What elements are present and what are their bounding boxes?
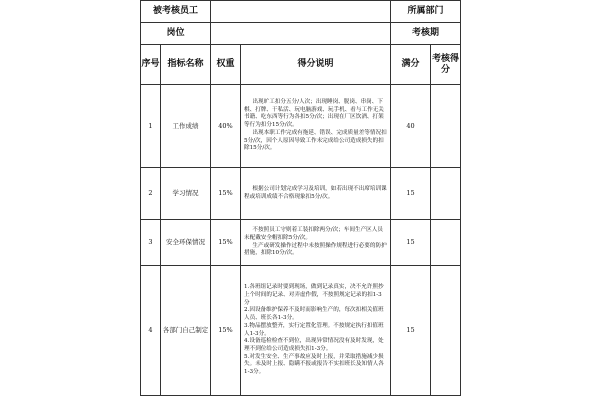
row-description	[241, 168, 391, 220]
row-score-input[interactable]	[431, 85, 461, 168]
row-description	[241, 220, 391, 266]
col-weight-header: 权重	[211, 45, 241, 85]
col-no-header: 序号	[141, 45, 161, 85]
row-description	[241, 85, 391, 168]
description-paragraph: 4.设备巡检检查不到位，出现异常情况没有及时发现，处理不到位给公司造成损失扣1-3分。	[244, 338, 384, 352]
row-score-input[interactable]	[431, 266, 461, 396]
row-no: 1	[141, 85, 161, 168]
row-indicator: 工作成绩	[161, 85, 211, 168]
row-no: 4	[141, 266, 161, 396]
row-no: 3	[141, 220, 161, 266]
position-label: 岗位	[141, 23, 211, 45]
row-score-input[interactable]	[431, 220, 461, 266]
description-paragraph: 1.各班组记录时要到现场，做到记录真实，决不允许照抄上个时间的记录、对弄虚作假，不按照规定记录的扣1-3分	[244, 284, 384, 306]
row-indicator: 各部门自己制定	[161, 266, 211, 396]
description-paragraph: 出现旷工扣分五分/人次；出现睡岗、脱岗、串岗、下棋、打牌、干私活、玩电脑游戏、玩手机、看与工作无关书籍、吃东西等行为各扣5分/次；出现在厂区饮酒、打架等行为扣分15分/次。	[244, 99, 384, 129]
row-weight: 15%	[211, 168, 241, 220]
position-value[interactable]	[211, 23, 391, 45]
row-description	[241, 266, 391, 396]
employee-value[interactable]	[211, 1, 391, 23]
col-indicator-header: 指标名称	[161, 45, 211, 85]
col-full-score-header: 满分	[391, 45, 431, 85]
row-full-score: 15	[391, 168, 431, 220]
table-row	[141, 85, 461, 168]
row-weight: 15%	[211, 220, 241, 266]
column-header-row	[141, 45, 461, 85]
description-paragraph: 2.因设备维护保养不及时而影响生产的，每次扣相关值班人员、班长各1-3分。	[244, 307, 384, 322]
description-paragraph: 根据公司计划完成学习及培训，如若出现不出席培训课程或培训成绩不合格现象扣5分/次。	[244, 185, 387, 200]
period-label: 考核期	[391, 23, 461, 45]
row-indicator: 安全环保情况	[161, 220, 211, 266]
table-row	[141, 220, 461, 266]
description-paragraph: 不按照员工守则着工装扣除两分/次；车间生产区人员未配戴安全帽扣除5分/次。	[244, 227, 383, 241]
row-full-score: 15	[391, 266, 431, 396]
description-paragraph: 生产或研发操作过程中未按照操作规程进行必要的防护措施，扣除10分/次。	[244, 242, 387, 257]
evaluation-table	[140, 0, 461, 396]
row-full-score: 40	[391, 85, 431, 168]
table-row	[141, 266, 461, 396]
evaluation-sheet	[140, 0, 460, 400]
header-row-position	[141, 23, 461, 45]
employee-label: 被考核员工	[141, 1, 211, 23]
table-row	[141, 168, 461, 220]
row-weight: 15%	[211, 266, 241, 396]
header-row-employee	[141, 1, 461, 23]
description-paragraph: 3.物品摆放整齐，实行定置化管理。不按规定执行扣值班人1-3分。	[244, 322, 384, 337]
row-score-input[interactable]	[431, 168, 461, 220]
col-score-header: 考核得分	[431, 45, 461, 85]
row-indicator: 学习情况	[161, 168, 211, 220]
description-paragraph: 出现本职工作完成有拖延、错误、完成质量差等情况扣5分/次，因个人原因导致工作未完成给公司造成损失的扣除15分/次。	[244, 129, 387, 152]
col-description-header: 得分说明	[241, 45, 391, 85]
row-weight: 40%	[211, 85, 241, 168]
row-no: 2	[141, 168, 161, 220]
department-label: 所属部门	[391, 1, 461, 23]
description-paragraph: 5.对发生安全、生产事故应及时上报，并采取措施减少损失。未及时上报、隐瞒不报或报告不实扣班长及知情人各1-3分。	[244, 353, 384, 376]
row-full-score: 15	[391, 220, 431, 266]
